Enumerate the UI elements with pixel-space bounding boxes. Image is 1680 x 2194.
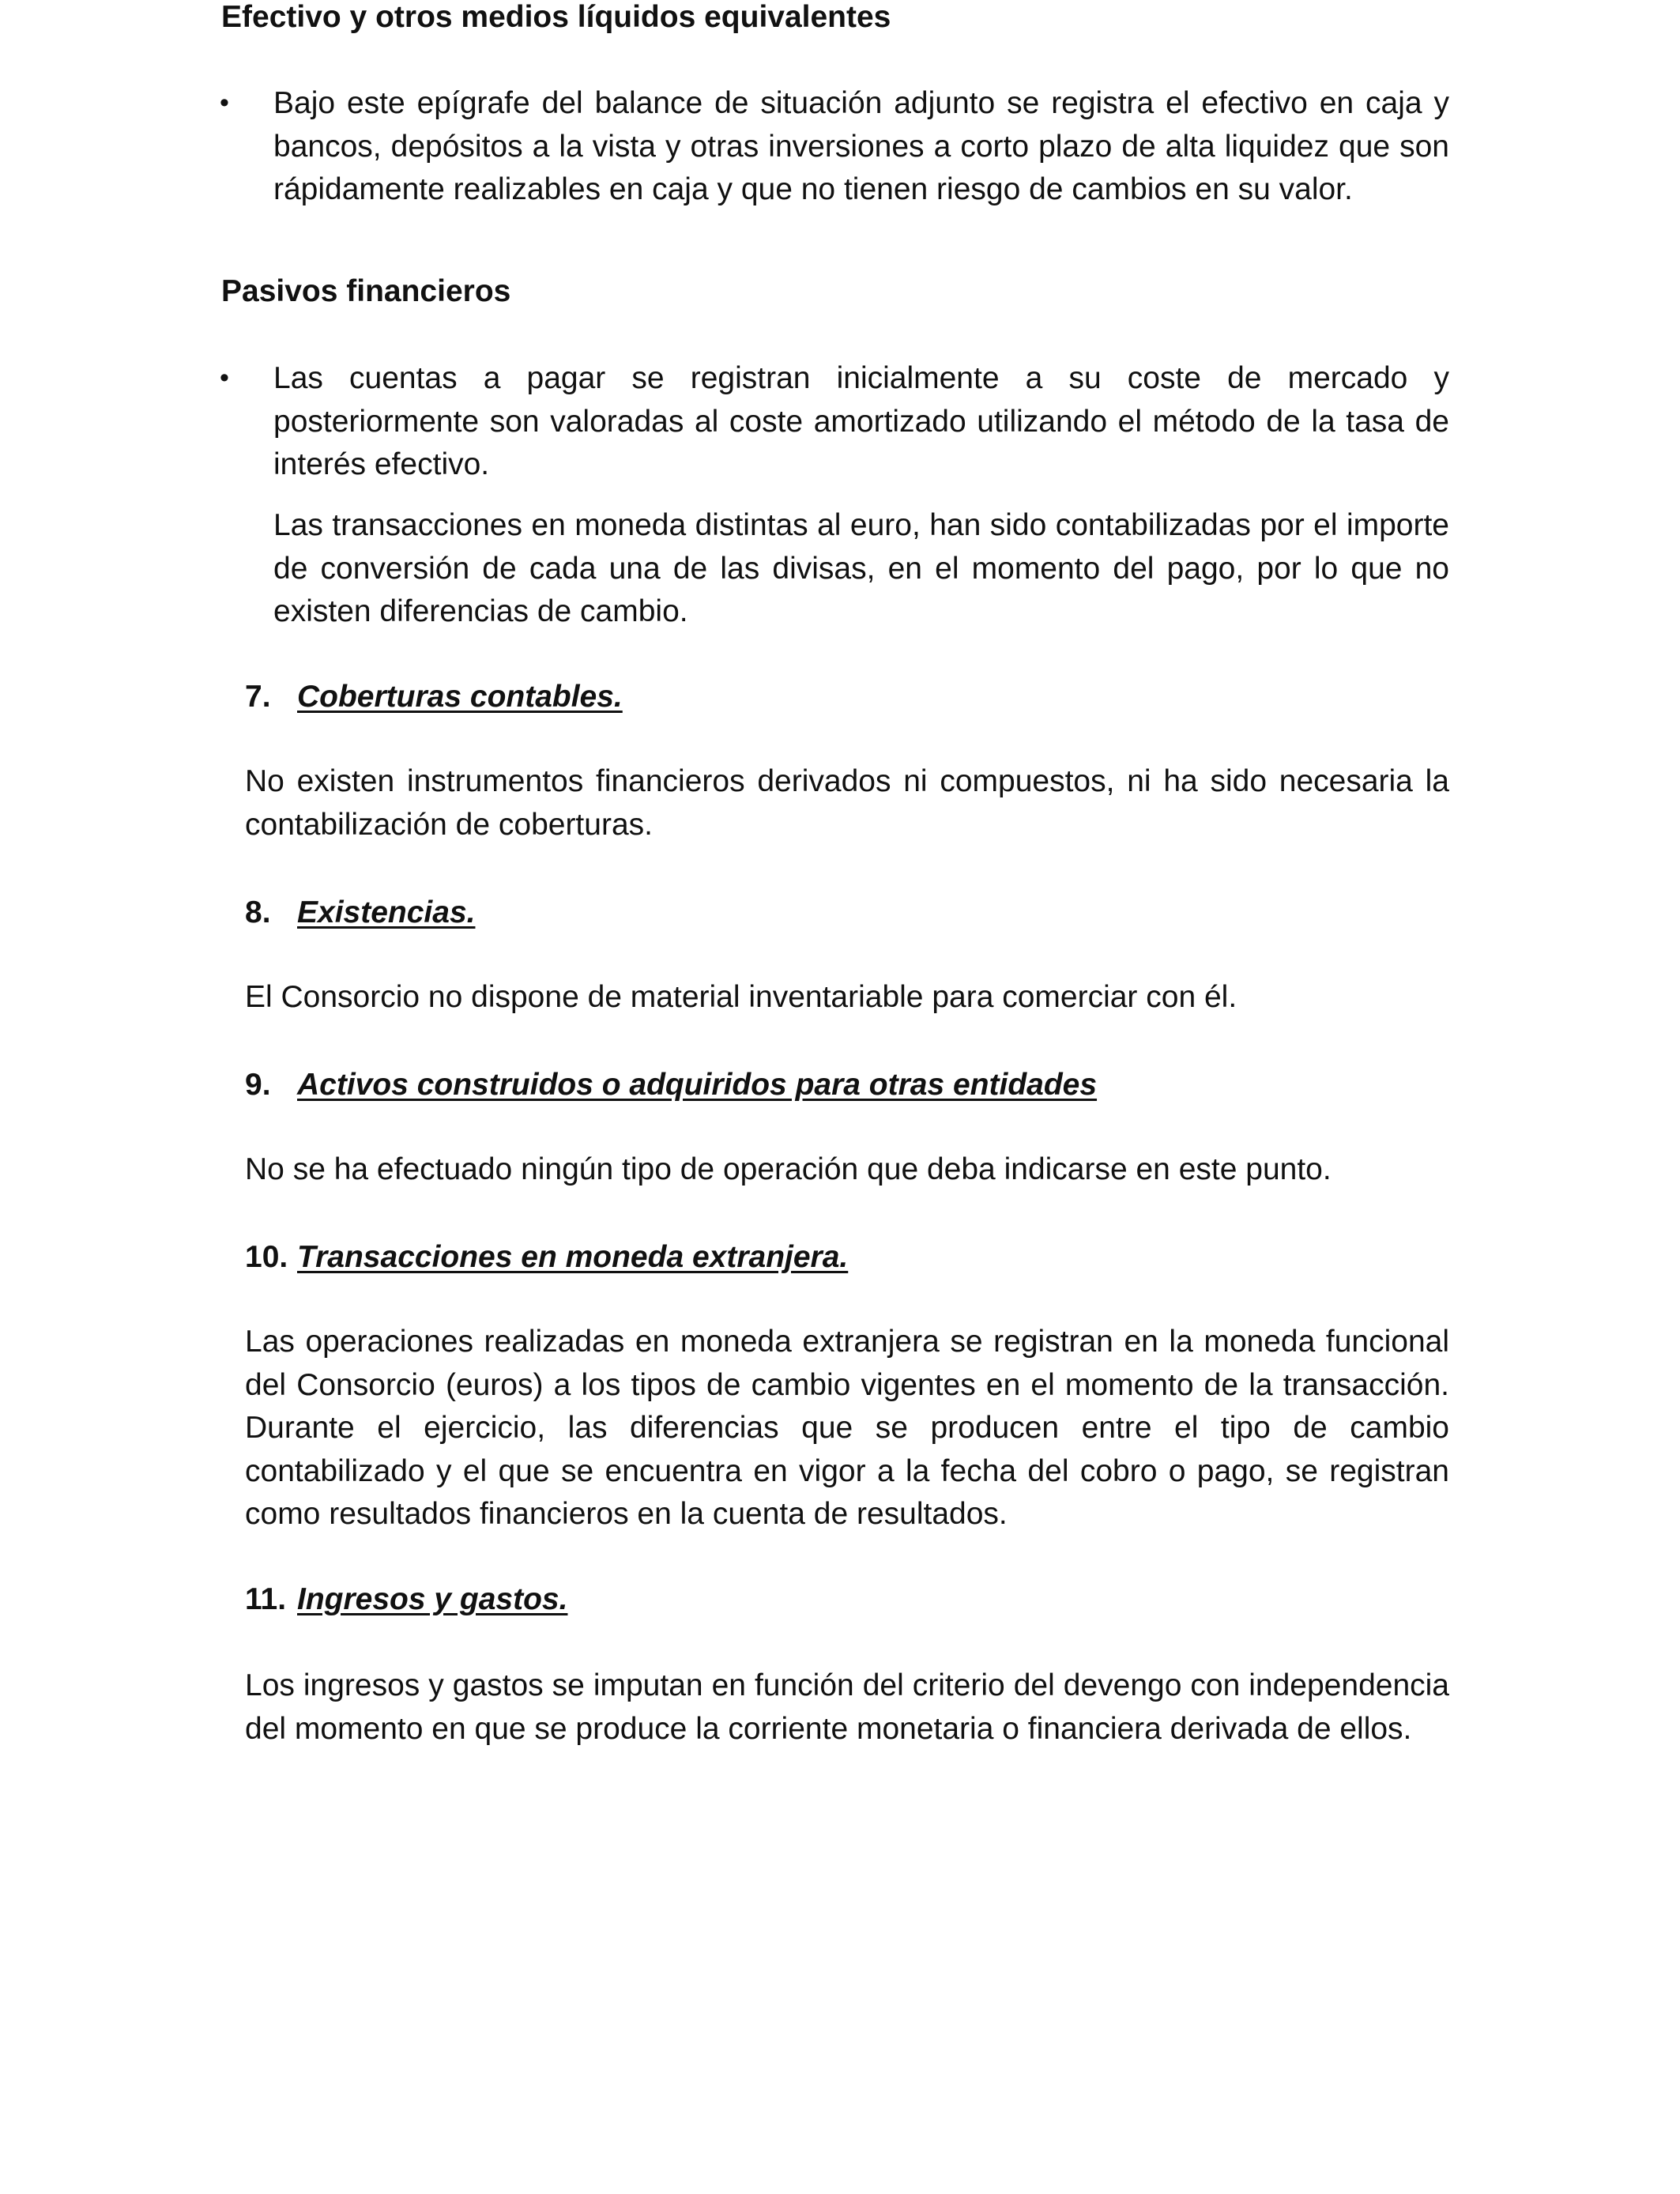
section-heading-coberturas [245, 677, 623, 717]
section-title: Ingresos y gastos. [297, 1582, 568, 1616]
section-heading-efectivo: Efectivo y otros medios líquidos equivalentes [221, 0, 891, 34]
section-title: Activos construidos o adquiridos para otras entidades [297, 1068, 1098, 1102]
section-number: 11. [245, 1582, 287, 1616]
section-title: Transacciones en moneda extranjera. [297, 1240, 849, 1274]
paragraph-pasivos-1: Las cuentas a pagar se registran inicialmente a su coste de mercado y posteriormente son valoradas al coste amortizado utilizando el método de la tasa de interés efectivo. [273, 361, 1449, 481]
paragraph-activos: No se ha efectuado ningún tipo de operación que deba indicarse en este punto. [245, 1152, 1332, 1186]
section-number: 9. [245, 1068, 271, 1102]
section-number: 8. [245, 895, 271, 929]
paragraph-pasivos-2: Las transacciones en moneda distintas al euro, han sido contabilizadas por el importe de conversión de cada una de las divisas, en el momento del pago, por lo que no existen diferencias de cambio. [273, 508, 1449, 628]
paragraph-coberturas: No existen instrumentos financieros derivados ni compuestos, ni ha sido necesaria la contabilización de coberturas. [245, 764, 1449, 842]
paragraph-transacciones: Las operaciones realizadas en moneda extranjera se registran en la moneda funcional del Consorcio (euros) a los tipos de cambio vigentes en el momento de la transacción. Durante el ejercicio, las diferencias que se producen entre el tipo de cambio contabilizado y el que se encuentra en vigor a la fecha del cobro o pago, se registran como resultados financieros en la cuenta de resultados. [245, 1325, 1449, 1531]
paragraph-existencias: El Consorcio no dispone de material inventariable para comerciar con él. [245, 980, 1237, 1014]
section-number: 7. [245, 680, 271, 714]
paragraph-ingresos: Los ingresos y gastos se imputan en función del criterio del devengo con independencia del momento en que se produce la corriente monetaria o financiera derivada de ellos. [245, 1668, 1449, 1746]
section-title: Coberturas contables. [297, 680, 623, 714]
section-heading-existencias [245, 893, 475, 933]
bullet-icon: • [220, 363, 229, 393]
section-title: Existencias. [297, 895, 476, 929]
section-heading-ingresos [245, 1580, 567, 1619]
bullet-icon: • [220, 88, 229, 118]
section-heading-activos [245, 1065, 1097, 1105]
section-heading-pasivos: Pasivos financieros [221, 274, 511, 308]
section-number: 10. [245, 1240, 288, 1274]
paragraph-efectivo: Bajo este epígrafe del balance de situación adjunto se registra el efectivo en caja y bancos, depósitos a la vista y otras inversiones a corto plazo de alta liquidez que son rápidamente realizables en caja y que no tienen riesgo de cambios en su valor. [273, 86, 1449, 206]
section-heading-transacciones [245, 1238, 848, 1277]
